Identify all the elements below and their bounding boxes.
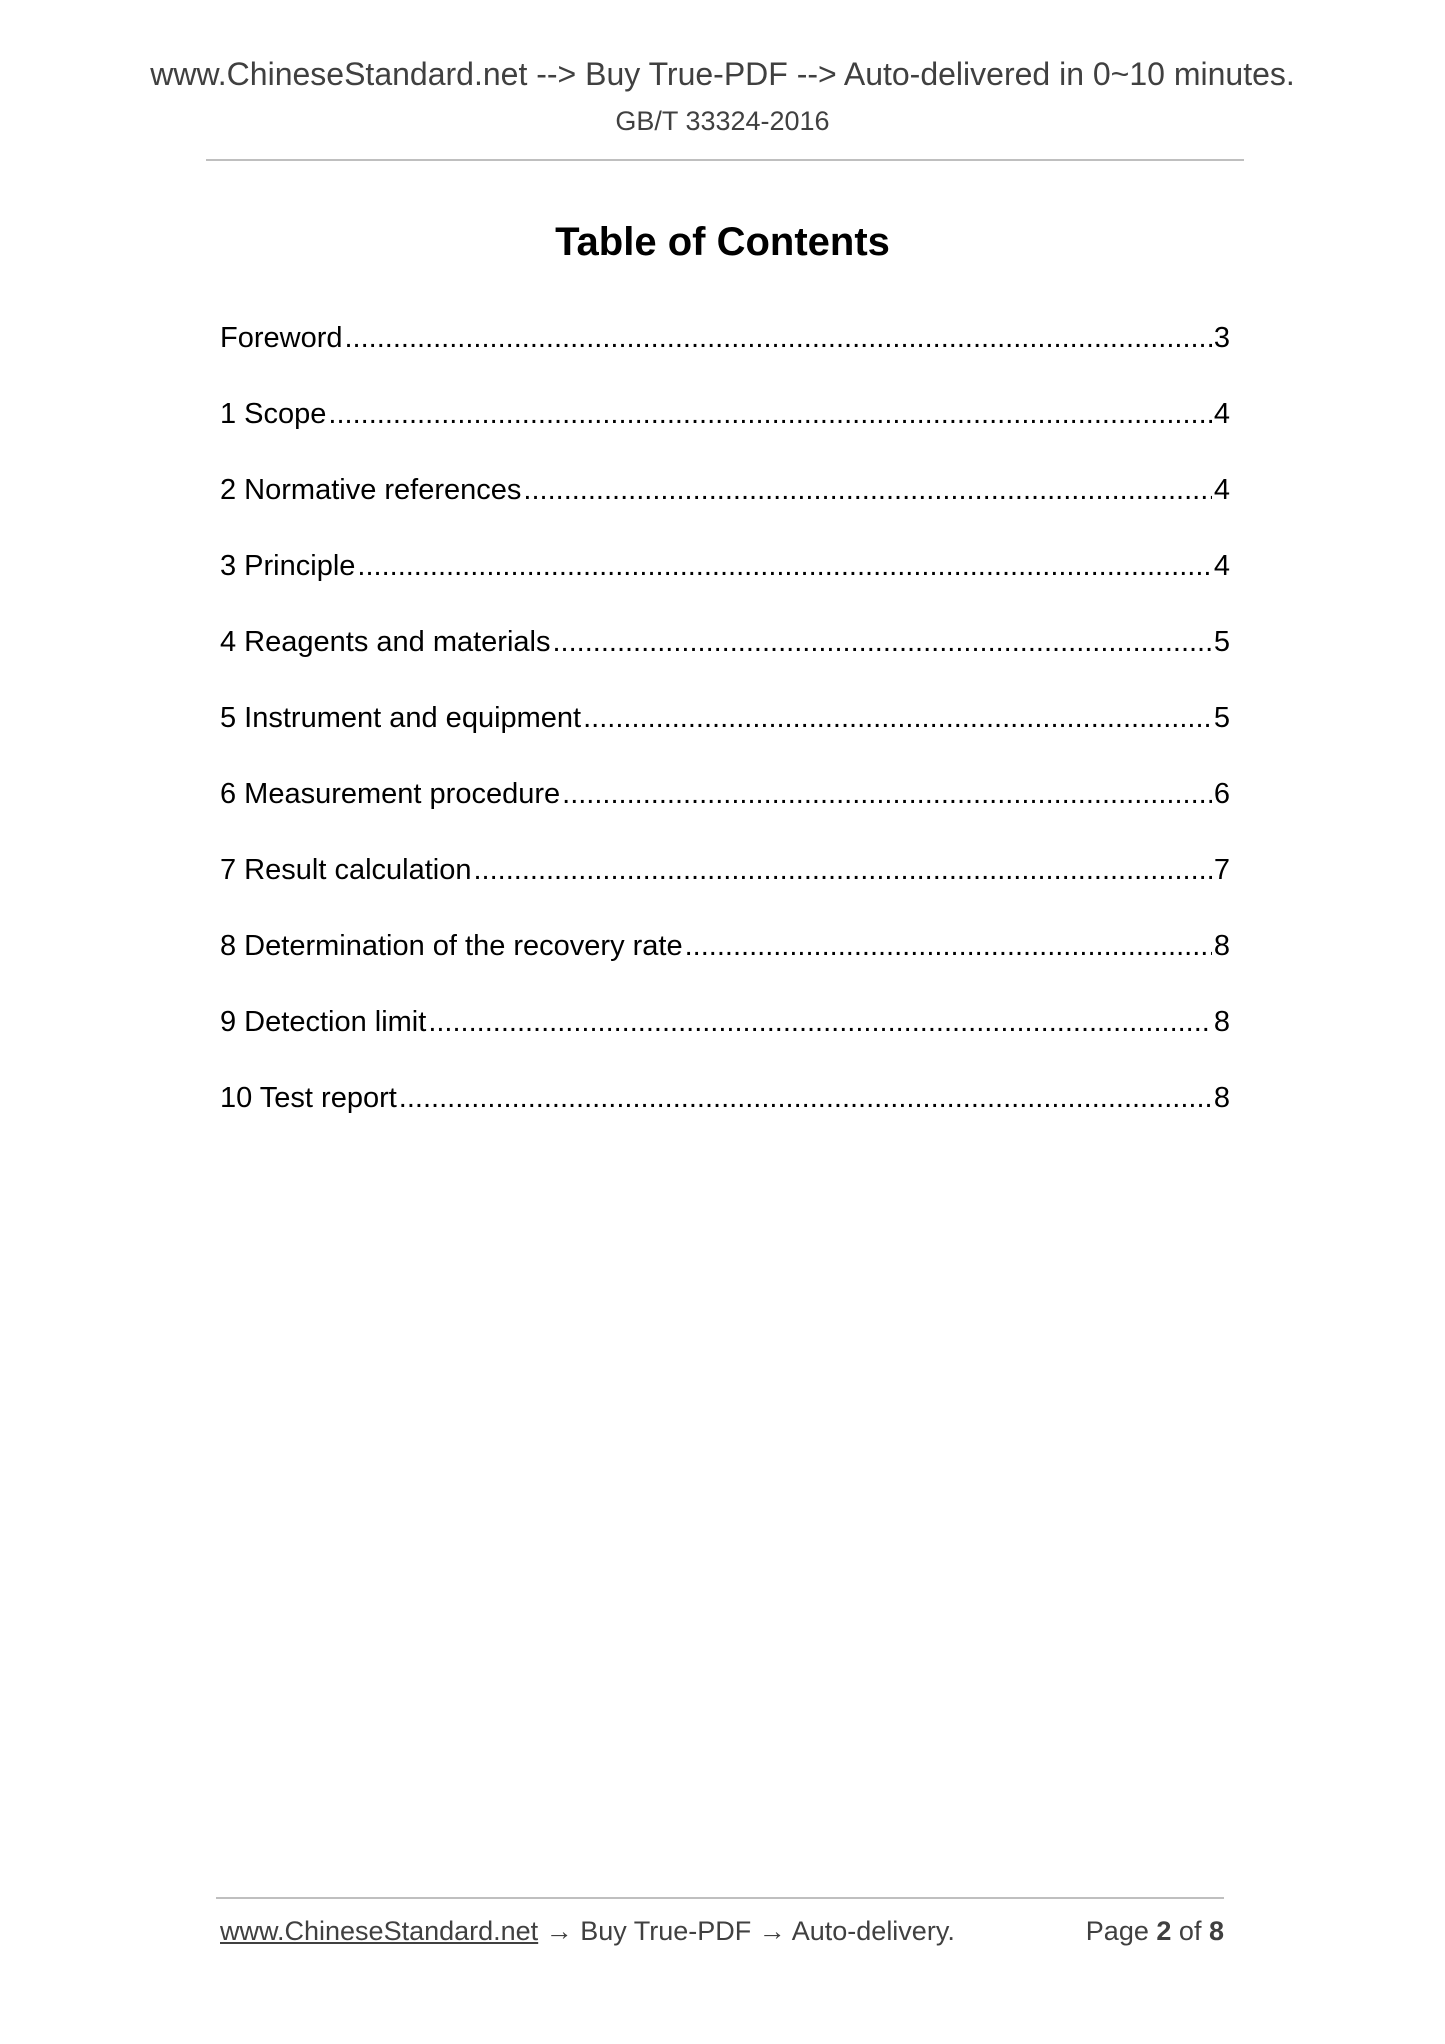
toc-title: Table of Contents (555, 220, 890, 264)
toc-dot-leader (523, 470, 1211, 510)
toc-entry-label: 8 Determination of the recovery rate (220, 930, 683, 962)
toc-entry-label: 7 Result calculation (220, 854, 472, 886)
toc-entry-page: 8 (1213, 1082, 1230, 1114)
toc-entry-normative-references[interactable] (220, 470, 1230, 546)
toc-entry-reagents-and-materials[interactable] (220, 622, 1230, 698)
toc-entry-measurement-procedure[interactable] (220, 774, 1230, 850)
toc-entry-recovery-rate[interactable] (220, 926, 1230, 1002)
toc-entry-result-calculation[interactable] (220, 850, 1230, 926)
toc-dot-leader (428, 1002, 1212, 1042)
toc-entry-detection-limit[interactable] (220, 1002, 1230, 1078)
toc-entry-page: 8 (1213, 1006, 1230, 1038)
toc-dot-leader (345, 318, 1212, 358)
toc-entry-page: 8 (1213, 930, 1230, 962)
toc-entry-page: 5 (1213, 626, 1230, 658)
toc-entry-page: 5 (1213, 702, 1230, 734)
toc-list (220, 318, 1230, 1154)
header-divider (206, 159, 1244, 161)
toc-dot-leader (552, 622, 1211, 662)
toc-entry-label: 6 Measurement procedure (220, 778, 561, 810)
toc-entry-label: 9 Detection limit (220, 1006, 427, 1038)
toc-entry-principle[interactable] (220, 546, 1230, 622)
toc-entry-label: 5 Instrument and equipment (220, 702, 582, 734)
toc-dot-leader (583, 698, 1212, 738)
page-word: Page (1085, 1916, 1149, 1946)
toc-entry-label: Foreword (220, 322, 343, 354)
footer-promo-text: → Buy True-PDF → Auto-delivery. (538, 1916, 955, 1946)
header-banner: www.ChineseStandard.net --> Buy True-PDF --> Auto-delivered in 0~10 minutes. (150, 56, 1295, 92)
of-word: of (1178, 1916, 1202, 1946)
current-page-number: 2 (1156, 1916, 1172, 1946)
toc-entry-label: 1 Scope (220, 398, 327, 430)
toc-dot-leader (685, 926, 1212, 966)
toc-entry-label: 3 Principle (220, 550, 356, 582)
toc-entry-test-report[interactable] (220, 1078, 1230, 1154)
toc-dot-leader (328, 394, 1211, 434)
toc-entry-foreword[interactable] (220, 318, 1230, 394)
toc-entry-page: 4 (1213, 550, 1230, 582)
toc-entry-label: 2 Normative references (220, 474, 522, 506)
page-footer (220, 1916, 1224, 1956)
toc-dot-leader (399, 1078, 1212, 1118)
toc-dot-leader (473, 850, 1211, 890)
toc-entry-scope[interactable] (220, 394, 1230, 470)
toc-entry-page: 7 (1213, 854, 1230, 886)
toc-entry-page: 6 (1213, 778, 1230, 810)
toc-dot-leader (562, 774, 1212, 814)
total-pages: 8 (1208, 1916, 1224, 1946)
toc-entry-page: 3 (1213, 322, 1230, 354)
toc-entry-label: 10 Test report (220, 1082, 397, 1114)
toc-entry-label: 4 Reagents and materials (220, 626, 551, 658)
footer-divider (216, 1897, 1224, 1899)
footer-promo (220, 1916, 955, 1947)
toc-entry-page: 4 (1213, 398, 1230, 430)
toc-entry-instrument-and-equipment[interactable] (220, 698, 1230, 774)
footer-site-link[interactable]: www.ChineseStandard.net (220, 1916, 539, 1946)
standard-code: GB/T 33324-2016 (615, 106, 830, 136)
toc-dot-leader (357, 546, 1211, 586)
toc-entry-page: 4 (1213, 474, 1230, 506)
page-indicator (1086, 1916, 1224, 1947)
